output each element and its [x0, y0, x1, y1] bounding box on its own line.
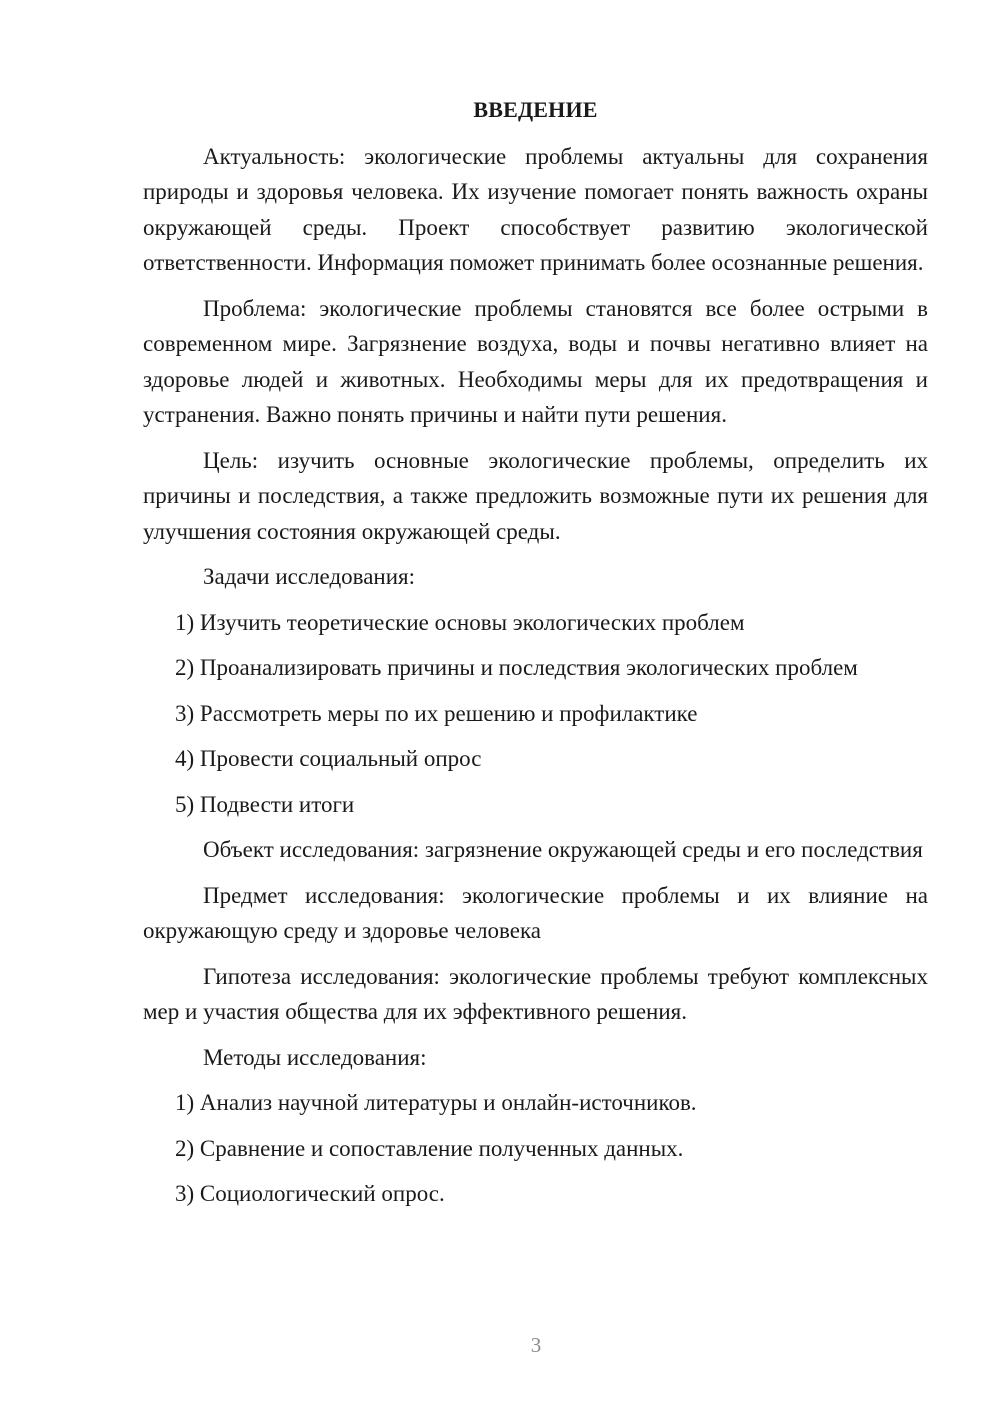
task-item: 5) Подвести итоги: [175, 791, 355, 817]
page-number: 3: [530, 1333, 542, 1357]
task-item: 2) Проанализировать причины и последствия экологических проблем: [175, 655, 858, 680]
methods-list: [143, 1085, 928, 1212]
problem-paragraph: Проблема: экологические проблемы становятся все более острыми в современном мире. Загрязнение воздуха, воды и почвы негативно влияет на здоровье людей и животных. Необходимы меры для их предотвращения и устранения. Важно понять причины и найти пути решения.: [143, 295, 928, 427]
page-title: ВВЕДЕНИЕ: [473, 97, 598, 122]
hypothesis-paragraph: Гипотеза исследования: экологические проблемы требуют комплексных мер и участия общества для их эффективного решения.: [143, 963, 928, 1024]
relevance-paragraph: Актуальность: экологические проблемы актуальны для сохранения природы и здоровья человека. Их изучение помогает понять важность охраны окружающей среды. Проект способствует развитию экологической ответственности. Информация поможет принимать более осознанные решения.: [143, 143, 928, 275]
tasks-heading: Задачи исследования:: [203, 564, 416, 589]
page-content: [143, 92, 928, 1222]
task-item: 4) Провести социальный опрос: [175, 746, 482, 771]
task-item: 3) Рассмотреть меры по их решению и профилактике: [175, 700, 698, 726]
object-paragraph: Объект исследования: загрязнение окружающей среды и его последствия: [203, 837, 923, 862]
task-item: 1) Изучить теоретические основы экологических проблем: [175, 609, 745, 635]
subject-paragraph: Предмет исследования: экологические проблемы и их влияние на окружающую среду и здоровье человека: [143, 882, 928, 943]
method-item: 2) Сравнение и сопоставление полученных данных.: [175, 1135, 684, 1161]
goal-paragraph: Цель: изучить основные экологические проблемы, определить их причины и последствия, а также предложить возможные пути их решения для улучшения состояния окружающей среды.: [143, 447, 928, 544]
method-item: 3) Социологический опрос.: [175, 1181, 445, 1206]
methods-heading: Методы исследования:: [203, 1044, 427, 1070]
method-item: 1) Анализ научной литературы и онлайн-источников.: [175, 1090, 697, 1115]
tasks-list: [143, 605, 928, 823]
